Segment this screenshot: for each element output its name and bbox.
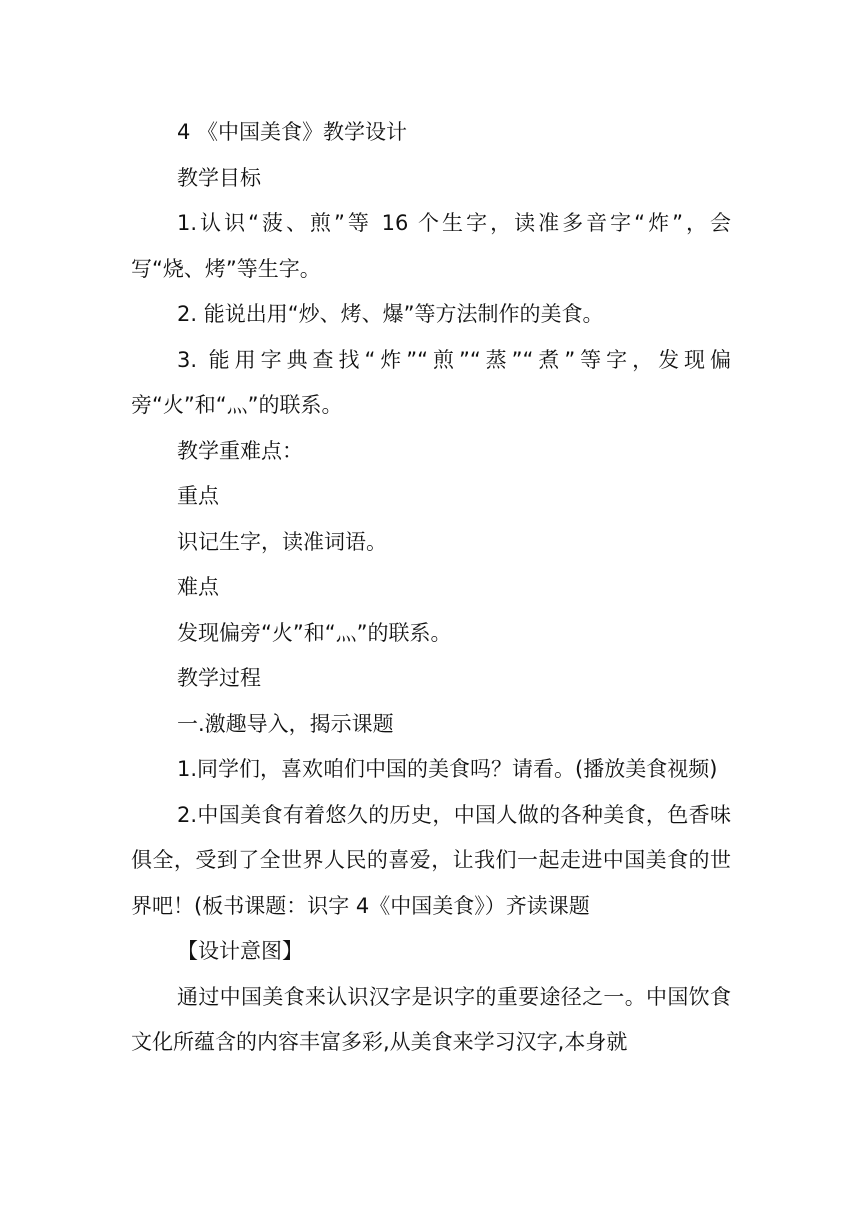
heading-key-difficult-points: 教学重难点：	[177, 438, 303, 463]
process-step-2: 2.中国美食有着悠久的历史，中国人做的各种美食，色香味俱全，受到了全世界人民的喜爱，让我们一起走进中国美食的世界吧！(板书课题：识字 4《中国美食》）齐读课题	[131, 802, 731, 918]
difficult-point-text: 发现偏旁“火”和“灬”的联系。	[177, 620, 452, 645]
heading-design-intent: 【设计意图】	[177, 939, 303, 963]
key-point-text: 识记生字，读准词语。	[177, 529, 387, 554]
subheading-difficult-point: 难点	[177, 575, 219, 599]
heading-teaching-objectives: 教学目标	[177, 165, 261, 190]
objective-2: 2. 能说出用“炒、烤、爆”等方法制作的美食。	[177, 302, 604, 326]
objective-3: 3. 能用字典查找“炸”“煎”“蒸”“煮”等字，发现偏旁“火”和“灬”的联系。	[131, 347, 731, 417]
process-step-1: 1.同学们，喜欢咱们中国的美食吗？请看。(播放美食视频)	[177, 757, 718, 781]
heading-teaching-process: 教学过程	[177, 666, 261, 690]
objective-1: 1.认识“菠、煎”等 16 个生字，读准多音字“炸”，会写“烧、烤”等生字。	[131, 211, 731, 281]
document-body	[131, 110, 731, 1066]
subheading-key-point: 重点	[177, 484, 219, 508]
design-intent-text: 通过中国美食来认识汉字是识字的重要途径之一。中国饮食文化所蕴含的内容丰富多彩,从美食来学习汉字,本身就	[131, 984, 731, 1054]
section-intro-heading: 一.激趣导入，揭示课题	[177, 711, 394, 736]
lesson-title: 4 《中国美食》教学设计	[177, 120, 408, 144]
